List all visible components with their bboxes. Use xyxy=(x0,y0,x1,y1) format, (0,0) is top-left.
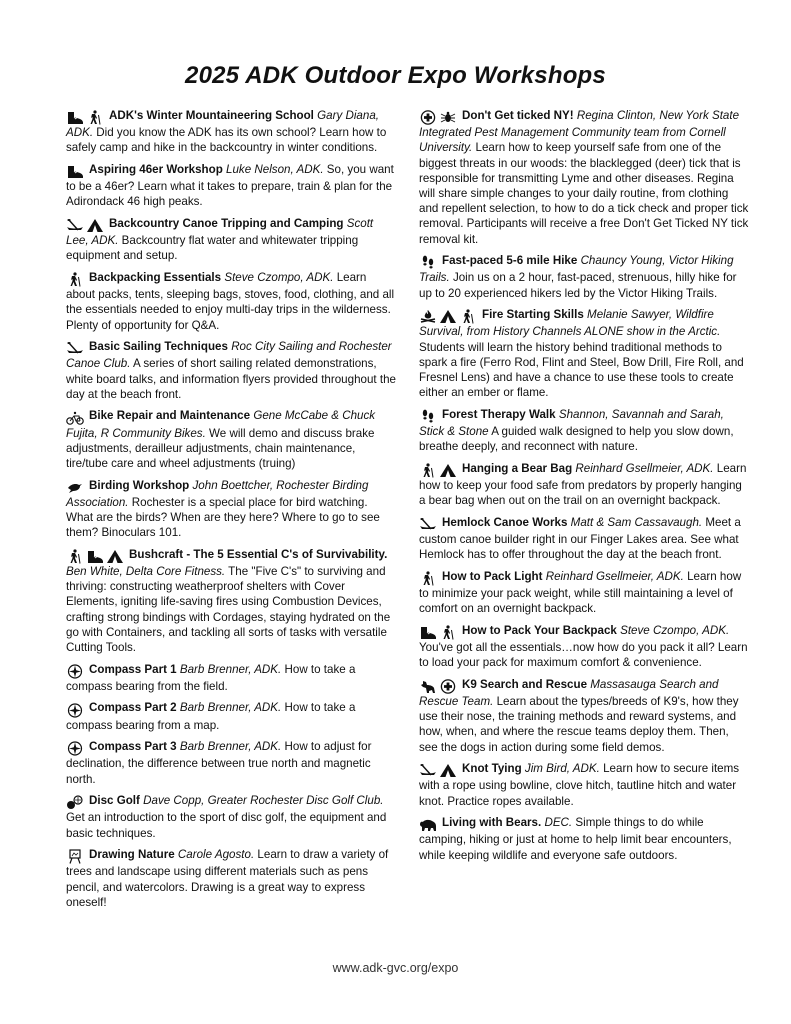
workshop-presenter: Jim Bird, ADK. xyxy=(524,762,600,776)
workshop-icons xyxy=(66,741,86,756)
workshop-title: Basic Sailing Techniques xyxy=(89,340,228,354)
workshop-icons xyxy=(419,763,459,778)
workshop-entry xyxy=(66,216,396,264)
workshop-title: Hanging a Bear Bag xyxy=(462,461,573,475)
workshop-description: Get an introduction to the sport of disc golf, the equipment and basic techniques. xyxy=(66,811,387,840)
compass-icon xyxy=(66,664,84,679)
workshop-description: The "Five C's" to surviving and thriving: constructing weatherproof shelters with Cover Elements, igniting life-saving fires using Combustion Devices, crafting strong bindings with Cordages, staying hydrated on the go with Containers, and tackling all sorts of tasks with versatile Cutting Tools. xyxy=(66,565,391,655)
workshop-presenter: Ben White, Delta Core Fitness. xyxy=(66,565,226,579)
workshop-description: Meet a custom canoe builder right in our Finger Lakes area. See what Hemlock has to offer throughout the day at the beach front. xyxy=(419,515,741,562)
workshop-icons xyxy=(419,517,439,532)
workshop-entry xyxy=(419,515,749,563)
workshop-description: Learn to draw a variety of trees and landscape using different materials such as pens pencil, and watercolors. Drawing is a great way to express oneself! xyxy=(66,848,389,909)
workshop-title: Living with Bears. xyxy=(442,816,542,830)
workshop-icons xyxy=(66,164,86,179)
workshop-description: Learn about the types/breeds of K9's, how they use their nose, the training methods and reward systems, and how, when, and where the rescue teams deploy them. Then, see the dogs in action during some field demos. xyxy=(419,695,739,754)
workshop-entry xyxy=(419,407,749,455)
tent-icon xyxy=(439,309,457,324)
page-title: 2025 ADK Outdoor Expo Workshops xyxy=(185,62,606,89)
workshop-entry xyxy=(66,662,396,694)
workshop-presenter: Gene McCabe & Chuck Fujita, R Community Bikes. xyxy=(66,409,376,440)
workshop-title: How to Pack Light xyxy=(442,569,543,583)
workshop-icons xyxy=(66,218,106,233)
workshop-entry xyxy=(66,700,396,732)
canoe-icon xyxy=(419,517,437,532)
tent-icon xyxy=(106,549,124,564)
workshop-icons xyxy=(419,409,439,424)
workshop-title: Bike Repair and Maintenance xyxy=(89,409,251,423)
workshop-title: Don't Get ticked NY! xyxy=(462,109,574,122)
footprints-icon xyxy=(419,409,437,424)
workshop-title: Backpacking Essentials xyxy=(89,271,222,284)
canoe-icon xyxy=(66,218,84,233)
workshop-presenter: Dave Copp, Greater Rochester Disc Golf Club. xyxy=(143,794,384,808)
bird-icon xyxy=(66,480,84,495)
workshop-entry xyxy=(66,547,396,655)
workshop-icons xyxy=(66,795,86,810)
workshop-icons xyxy=(66,110,106,125)
workshop-description: Rochester is a special place for bird watching. What are the birds? When are they here? Where to go to see them? Binoculars 101. xyxy=(66,495,380,540)
workshop-presenter: Reinhard Gsellmeier, ADK. xyxy=(575,461,714,475)
workshop-entry xyxy=(419,461,749,509)
tent-icon xyxy=(439,463,457,478)
footprints-icon xyxy=(419,255,437,270)
workshop-description: Learn how to keep your food safe from predators by properly hanging a bear bag when out on the trail on an overnight backpack. xyxy=(419,461,747,508)
workshop-presenter: Shannon, Savannah and Sarah, Stick & Stone xyxy=(419,407,724,439)
canoe-icon xyxy=(419,763,437,778)
workshop-entry xyxy=(66,478,396,541)
workshop-description: Did you know the ADK has its own school? Learn how to safely camp and hike in the backcountry in winter conditions. xyxy=(66,126,387,155)
workshop-title: Backcountry Canoe Tripping and Camping xyxy=(109,217,344,230)
workshop-presenter: Regina Clinton, New York State Integrated Pest Management Community team from Cornell University. xyxy=(419,109,740,155)
workshop-title: Compass Part 3 xyxy=(89,740,177,754)
boot-icon xyxy=(419,625,437,640)
workshop-entry xyxy=(419,761,749,809)
workshop-description: How to take a compass bearing from a map. xyxy=(66,701,356,732)
workshop-presenter: Melanie Sawyer, Wildfire Survival, from History Channels ALONE show in the Arctic. xyxy=(419,308,721,339)
hiker-icon xyxy=(439,625,457,640)
workshop-icons xyxy=(419,110,459,125)
tent-icon xyxy=(439,763,457,778)
workshop-presenter: Steve Czompo, ADK. xyxy=(224,271,334,284)
workshop-entry xyxy=(66,847,396,910)
workshop-title: ADK's Winter Mountaineering School xyxy=(109,109,314,122)
workshop-entry xyxy=(419,677,749,755)
easel-icon xyxy=(66,849,84,864)
bike-icon xyxy=(66,411,84,426)
hiker-icon xyxy=(86,110,104,125)
workshop-entry xyxy=(419,108,749,247)
workshop-icons xyxy=(66,849,86,864)
workshop-description: Students will learn the history behind traditional methods to spark a fire (Ferro Rod, Flint and Steel, Bow Drill, Fire Roll, and Fresnel Lens) and have a chance to use these tools to create either an ember or flame. xyxy=(419,340,744,400)
workshop-presenter: John Boettcher, Rochester Birding Association. xyxy=(66,478,369,509)
workshop-icons xyxy=(419,571,439,586)
workshop-description: A series of short sailing related demonstrations, white board talks, and information flyers provided throughout the day at the beach front. xyxy=(66,357,396,401)
workshop-presenter: Steve Czompo, ADK. xyxy=(620,623,730,637)
tick-icon xyxy=(439,110,457,125)
workshop-title: Bushcraft - The 5 Essential C's of Survivability. xyxy=(129,547,388,561)
workshop-presenter: Roc City Sailing and Rochester Canoe Club. xyxy=(66,340,392,371)
workshop-description: Learn about packs, tents, sleeping bags, stoves, food, clothing, and all the essentials needed to enjoy multi-day trips in the wilderness. Plenty of opportunity for Q&A. xyxy=(66,271,395,332)
workshop-presenter: Barb Brenner, ADK. xyxy=(179,740,282,754)
bear-icon xyxy=(419,817,437,832)
workshop-icons xyxy=(66,272,86,287)
balls-icon xyxy=(66,795,84,810)
workshop-icons xyxy=(419,463,459,478)
workshop-entry xyxy=(419,815,749,863)
workshop-entry xyxy=(66,270,396,333)
workshop-icons xyxy=(419,817,439,832)
tent-icon xyxy=(86,218,104,233)
workshop-description: So, you want to be a 46er? Learn what it takes to prepare, train & plan for the Adirondack 46 high peaks. xyxy=(66,163,394,209)
workshop-description: Learn how to minimize your pack weight, while still maintaining a level of comfort on an overnight backpack. xyxy=(419,569,742,616)
workshop-entry xyxy=(66,408,396,471)
compass-icon xyxy=(66,703,84,718)
workshop-presenter: Scott Lee, ADK. xyxy=(66,217,374,248)
workshop-icons xyxy=(66,702,86,717)
workshop-title: Drawing Nature xyxy=(89,848,175,862)
workshop-title: K9 Search and Rescue xyxy=(462,677,588,691)
workshop-presenter: Massasauga Search and Rescue Team. xyxy=(419,677,719,709)
workshop-presenter: Gary Diana, ADK. xyxy=(66,109,379,140)
workshop-description: A guided walk designed to help you slow down, breathe deeply, and reconnect with nature. xyxy=(419,425,734,454)
workshop-description: How to adjust for declination, the difference between true north and magnetic north. xyxy=(66,740,372,786)
workshop-title: Fast-paced 5-6 mile Hike xyxy=(442,254,578,268)
hiker-icon xyxy=(66,549,84,564)
workshop-title: How to Pack Your Backpack xyxy=(462,623,617,637)
firstaid-icon xyxy=(419,110,437,125)
hiker-icon xyxy=(66,272,84,287)
workshop-entry xyxy=(419,307,749,400)
workshop-presenter: Matt & Sam Cassavaugh. xyxy=(570,515,703,529)
workshop-presenter: Luke Nelson, ADK. xyxy=(226,163,324,176)
canoe-icon xyxy=(66,341,84,356)
boot-icon xyxy=(66,164,84,179)
workshop-presenter: Chauncy Young, Victor Hiking Trails. xyxy=(419,254,734,285)
workshop-description: We will demo and discuss brake adjustments, derailleur adjustments, chain maintenance, tire/tube care and wheel adjustments (truing) xyxy=(66,426,375,471)
workshop-icons xyxy=(66,341,86,356)
workshop-title: Knot Tying xyxy=(462,762,522,776)
boot-icon xyxy=(86,549,104,564)
firstaid-icon xyxy=(439,679,457,694)
campfire-icon xyxy=(419,309,437,324)
hiker-icon xyxy=(419,571,437,586)
right-column xyxy=(419,108,749,869)
workshop-title: Birding Workshop xyxy=(89,478,190,492)
workshop-title: Forest Therapy Walk xyxy=(442,407,556,421)
workshop-icons xyxy=(419,255,439,270)
workshop-entry xyxy=(419,253,749,301)
workshop-presenter: Barb Brenner, ADK. xyxy=(179,662,282,676)
workshop-presenter: DEC. xyxy=(544,816,573,830)
dog-icon xyxy=(419,679,437,694)
workshop-presenter: Reinhard Gsellmeier, ADK. xyxy=(545,569,684,583)
workshop-title: Compass Part 1 xyxy=(89,662,177,676)
workshop-icons xyxy=(66,664,86,679)
workshop-description: Simple things to do while camping, hiking or just at home to help limit bear encounters, while keeping wildlife and everyone safe outdoors. xyxy=(419,816,732,862)
workshop-entry xyxy=(66,162,396,210)
workshop-title: Aspiring 46er Workshop xyxy=(89,163,223,176)
workshop-entry xyxy=(66,339,396,402)
workshop-description: Learn how to secure items with a rope using bowline, clove hitch, tautline hitch and water knot. Practice ropes available. xyxy=(419,762,740,808)
workshop-title: Compass Part 2 xyxy=(89,701,177,715)
workshop-entry xyxy=(66,739,396,787)
workshop-icons xyxy=(66,480,86,495)
hiker-icon xyxy=(419,463,437,478)
workshop-icons xyxy=(66,410,86,425)
workshop-icons xyxy=(419,309,479,324)
compass-icon xyxy=(66,741,84,756)
workshop-entry xyxy=(66,793,396,841)
footer-url[interactable]: www.adk-gvc.org/expo xyxy=(332,961,459,975)
workshop-icons xyxy=(66,549,126,564)
workshop-icons xyxy=(419,679,459,694)
workshop-title: Hemlock Canoe Works xyxy=(442,515,568,529)
workshop-description: Learn how to keep yourself safe from one of the biggest threats in our woods: the blacklegged (deer) tick that is responsible for transmitting Lyme and other diseases. Regina will share simple changes to your daily routine, from clothing and repellent selection, to how to do a tick check and proper tick removal. Participants will receive a free Don't Get Ticked NY tick removal kit. xyxy=(419,141,749,246)
left-column xyxy=(66,108,396,916)
workshop-entry xyxy=(419,623,749,671)
workshop-title: Disc Golf xyxy=(89,794,140,808)
workshop-presenter: Carole Agosto. xyxy=(177,848,255,862)
workshop-description: You've got all the essentials…now how do you pack it all? Learn to load your pack for maximum comfort & convenience. xyxy=(419,641,748,670)
workshop-description: Join us on a 2 hour, fast-paced, strenuous, hilly hike for up to 20 experienced hikers led by the Victor Hiking Trails. xyxy=(419,271,737,300)
workshop-icons xyxy=(419,625,459,640)
workshop-entry xyxy=(419,569,749,617)
workshop-presenter: Barb Brenner, ADK. xyxy=(179,701,282,715)
workshop-description: Backcountry flat water and whitewater tripping equipment and setup. xyxy=(66,234,359,263)
workshop-title: Fire Starting Skills xyxy=(482,308,584,322)
hiker-icon xyxy=(459,309,477,324)
boot-icon xyxy=(66,110,84,125)
workshop-entry xyxy=(66,108,396,156)
workshop-description: How to take a compass bearing from the field. xyxy=(66,662,356,693)
